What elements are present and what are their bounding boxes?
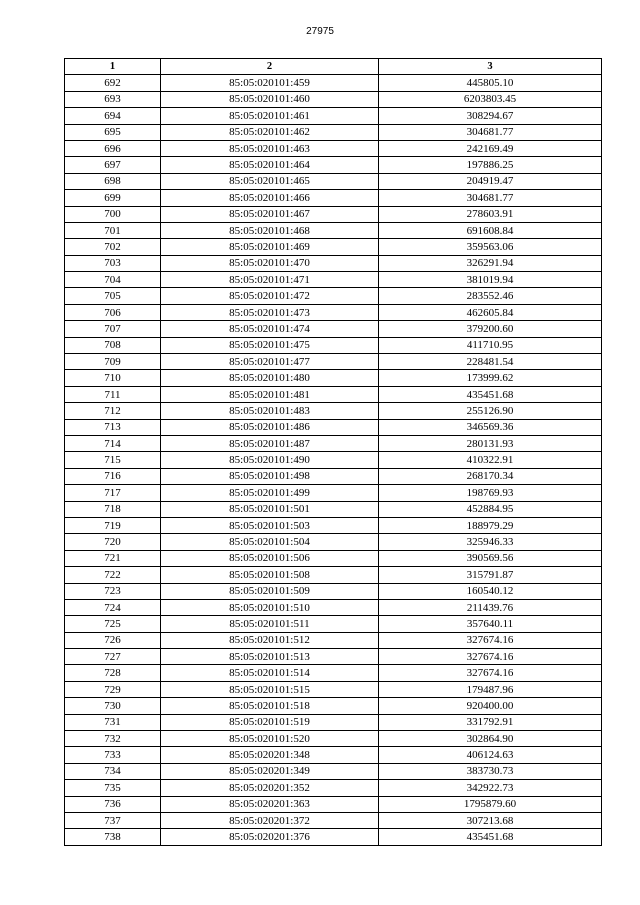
column-header-2: 2 [161, 59, 379, 75]
cadastral-number-cell: 85:05:020101:501 [161, 501, 379, 517]
row-number-cell: 738 [65, 829, 161, 845]
table-row [65, 435, 602, 451]
row-number-cell: 737 [65, 812, 161, 828]
value-cell: 390569.56 [379, 550, 602, 566]
row-number-cell: 697 [65, 157, 161, 173]
cadastral-number-cell: 85:05:020101:520 [161, 731, 379, 747]
column-header-3: 3 [379, 59, 602, 75]
table-row [65, 550, 602, 566]
table-row [65, 649, 602, 665]
cadastral-number-cell: 85:05:020101:464 [161, 157, 379, 173]
row-number-cell: 695 [65, 124, 161, 140]
row-number-cell: 733 [65, 747, 161, 763]
table-row [65, 812, 602, 828]
row-number-cell: 726 [65, 632, 161, 648]
cadastral-number-cell: 85:05:020101:467 [161, 206, 379, 222]
value-cell: 228481.54 [379, 354, 602, 370]
table-row [65, 386, 602, 402]
table-row [65, 632, 602, 648]
table-row [65, 354, 602, 370]
table-row [65, 616, 602, 632]
table-body [65, 75, 602, 845]
value-cell: 326291.94 [379, 255, 602, 271]
column-header-1: 1 [65, 59, 161, 75]
value-cell: 342922.73 [379, 780, 602, 796]
value-cell: 452884.95 [379, 501, 602, 517]
value-cell: 179487.96 [379, 681, 602, 697]
value-cell: 188979.29 [379, 517, 602, 533]
value-cell: 278603.91 [379, 206, 602, 222]
table-row [65, 91, 602, 107]
row-number-cell: 725 [65, 616, 161, 632]
value-cell: 379200.60 [379, 321, 602, 337]
table-row [65, 108, 602, 124]
table-row [65, 698, 602, 714]
table-row [65, 665, 602, 681]
row-number-cell: 723 [65, 583, 161, 599]
row-number-cell: 710 [65, 370, 161, 386]
table-row [65, 157, 602, 173]
cadastral-number-cell: 85:05:020101:510 [161, 599, 379, 615]
value-cell: 359563.06 [379, 239, 602, 255]
cadastral-number-cell: 85:05:020101:506 [161, 550, 379, 566]
value-cell: 160540.12 [379, 583, 602, 599]
cadastral-number-cell: 85:05:020101:459 [161, 75, 379, 91]
row-number-cell: 714 [65, 435, 161, 451]
row-number-cell: 730 [65, 698, 161, 714]
value-cell: 346569.36 [379, 419, 602, 435]
value-cell: 268170.34 [379, 468, 602, 484]
cadastral-number-cell: 85:05:020101:486 [161, 419, 379, 435]
value-cell: 302864.90 [379, 731, 602, 747]
cadastral-number-cell: 85:05:020101:511 [161, 616, 379, 632]
cadastral-number-cell: 85:05:020201:372 [161, 812, 379, 828]
value-cell: 255126.90 [379, 403, 602, 419]
page-number: 27975 [306, 26, 334, 37]
value-cell: 381019.94 [379, 272, 602, 288]
cadastral-number-cell: 85:05:020101:465 [161, 173, 379, 189]
cadastral-number-cell: 85:05:020101:462 [161, 124, 379, 140]
table-row [65, 452, 602, 468]
row-number-cell: 727 [65, 649, 161, 665]
row-number-cell: 699 [65, 190, 161, 206]
cadastral-number-cell: 85:05:020101:483 [161, 403, 379, 419]
cadastral-number-cell: 85:05:020201:349 [161, 763, 379, 779]
value-cell: 198769.93 [379, 485, 602, 501]
row-number-cell: 693 [65, 91, 161, 107]
cadastral-number-cell: 85:05:020101:512 [161, 632, 379, 648]
row-number-cell: 717 [65, 485, 161, 501]
value-cell: 462605.84 [379, 304, 602, 320]
row-number-cell: 698 [65, 173, 161, 189]
cadastral-number-cell: 85:05:020101:498 [161, 468, 379, 484]
value-cell: 327674.16 [379, 632, 602, 648]
value-cell: 204919.47 [379, 173, 602, 189]
row-number-cell: 722 [65, 567, 161, 583]
row-number-cell: 700 [65, 206, 161, 222]
table-row [65, 190, 602, 206]
cadastral-number-cell: 85:05:020101:514 [161, 665, 379, 681]
row-number-cell: 732 [65, 731, 161, 747]
table-row [65, 534, 602, 550]
table-row [65, 583, 602, 599]
row-number-cell: 705 [65, 288, 161, 304]
value-cell: 283552.46 [379, 288, 602, 304]
table-row [65, 714, 602, 730]
cadastral-number-cell: 85:05:020101:490 [161, 452, 379, 468]
row-number-cell: 716 [65, 468, 161, 484]
table-row [65, 321, 602, 337]
table-row [65, 517, 602, 533]
row-number-cell: 701 [65, 222, 161, 238]
row-number-cell: 736 [65, 796, 161, 812]
table-row [65, 206, 602, 222]
table-header-row [65, 59, 602, 75]
row-number-cell: 711 [65, 386, 161, 402]
row-number-cell: 734 [65, 763, 161, 779]
table-row [65, 370, 602, 386]
table-row [65, 222, 602, 238]
cadastral-number-cell: 85:05:020101:487 [161, 435, 379, 451]
row-number-cell: 713 [65, 419, 161, 435]
cadastral-number-cell: 85:05:020101:477 [161, 354, 379, 370]
value-cell: 445805.10 [379, 75, 602, 91]
cadastral-number-cell: 85:05:020101:474 [161, 321, 379, 337]
table-row [65, 485, 602, 501]
value-cell: 280131.93 [379, 435, 602, 451]
row-number-cell: 720 [65, 534, 161, 550]
table-row [65, 140, 602, 156]
row-number-cell: 708 [65, 337, 161, 353]
value-cell: 308294.67 [379, 108, 602, 124]
value-cell: 242169.49 [379, 140, 602, 156]
row-number-cell: 728 [65, 665, 161, 681]
table-row [65, 796, 602, 812]
cadastral-number-cell: 85:05:020201:376 [161, 829, 379, 845]
table-row [65, 681, 602, 697]
value-cell: 6203803.45 [379, 91, 602, 107]
value-cell: 211439.76 [379, 599, 602, 615]
table-row [65, 419, 602, 435]
cadastral-value-table [64, 58, 602, 846]
cadastral-number-cell: 85:05:020201:352 [161, 780, 379, 796]
cadastral-number-cell: 85:05:020101:480 [161, 370, 379, 386]
cadastral-number-cell: 85:05:020101:504 [161, 534, 379, 550]
cadastral-number-cell: 85:05:020101:463 [161, 140, 379, 156]
table-row [65, 731, 602, 747]
value-cell: 315791.87 [379, 567, 602, 583]
table-row [65, 403, 602, 419]
table-row [65, 468, 602, 484]
cadastral-number-cell: 85:05:020101:503 [161, 517, 379, 533]
cadastral-number-cell: 85:05:020101:519 [161, 714, 379, 730]
table-row [65, 75, 602, 91]
row-number-cell: 704 [65, 272, 161, 288]
cadastral-number-cell: 85:05:020101:499 [161, 485, 379, 501]
cadastral-number-cell: 85:05:020101:509 [161, 583, 379, 599]
value-cell: 304681.77 [379, 190, 602, 206]
table-row [65, 337, 602, 353]
table-row [65, 567, 602, 583]
value-cell: 304681.77 [379, 124, 602, 140]
row-number-cell: 719 [65, 517, 161, 533]
row-number-cell: 706 [65, 304, 161, 320]
value-cell: 307213.68 [379, 812, 602, 828]
value-cell: 406124.63 [379, 747, 602, 763]
cadastral-number-cell: 85:05:020101:508 [161, 567, 379, 583]
cadastral-number-cell: 85:05:020101:515 [161, 681, 379, 697]
cadastral-number-cell: 85:05:020101:461 [161, 108, 379, 124]
value-cell: 197886.25 [379, 157, 602, 173]
value-cell: 435451.68 [379, 829, 602, 845]
value-cell: 383730.73 [379, 763, 602, 779]
table-row [65, 763, 602, 779]
row-number-cell: 735 [65, 780, 161, 796]
row-number-cell: 707 [65, 321, 161, 337]
row-number-cell: 702 [65, 239, 161, 255]
row-number-cell: 696 [65, 140, 161, 156]
value-cell: 411710.95 [379, 337, 602, 353]
row-number-cell: 712 [65, 403, 161, 419]
cadastral-number-cell: 85:05:020101:470 [161, 255, 379, 271]
row-number-cell: 715 [65, 452, 161, 468]
cadastral-number-cell: 85:05:020101:513 [161, 649, 379, 665]
value-cell: 331792.91 [379, 714, 602, 730]
cadastral-number-cell: 85:05:020101:472 [161, 288, 379, 304]
table-row [65, 829, 602, 845]
cadastral-number-cell: 85:05:020101:469 [161, 239, 379, 255]
value-cell: 327674.16 [379, 665, 602, 681]
cadastral-number-cell: 85:05:020201:348 [161, 747, 379, 763]
row-number-cell: 709 [65, 354, 161, 370]
row-number-cell: 692 [65, 75, 161, 91]
value-cell: 691608.84 [379, 222, 602, 238]
value-cell: 327674.16 [379, 649, 602, 665]
table-row [65, 173, 602, 189]
value-cell: 173999.62 [379, 370, 602, 386]
row-number-cell: 731 [65, 714, 161, 730]
table-row [65, 501, 602, 517]
table-row [65, 599, 602, 615]
cadastral-number-cell: 85:05:020101:481 [161, 386, 379, 402]
value-cell: 410322.91 [379, 452, 602, 468]
cadastral-number-cell: 85:05:020201:363 [161, 796, 379, 812]
table-row [65, 304, 602, 320]
value-cell: 920400.00 [379, 698, 602, 714]
row-number-cell: 694 [65, 108, 161, 124]
value-cell: 357640.11 [379, 616, 602, 632]
table-row [65, 272, 602, 288]
row-number-cell: 721 [65, 550, 161, 566]
table-row [65, 288, 602, 304]
value-cell: 325946.33 [379, 534, 602, 550]
table-row [65, 239, 602, 255]
table-row [65, 747, 602, 763]
table-row [65, 780, 602, 796]
value-cell: 1795879.60 [379, 796, 602, 812]
cadastral-number-cell: 85:05:020101:468 [161, 222, 379, 238]
value-cell: 435451.68 [379, 386, 602, 402]
cadastral-number-cell: 85:05:020101:473 [161, 304, 379, 320]
row-number-cell: 724 [65, 599, 161, 615]
cadastral-number-cell: 85:05:020101:460 [161, 91, 379, 107]
cadastral-number-cell: 85:05:020101:466 [161, 190, 379, 206]
row-number-cell: 729 [65, 681, 161, 697]
cadastral-number-cell: 85:05:020101:518 [161, 698, 379, 714]
cadastral-number-cell: 85:05:020101:475 [161, 337, 379, 353]
table-row [65, 255, 602, 271]
cadastral-number-cell: 85:05:020101:471 [161, 272, 379, 288]
row-number-cell: 718 [65, 501, 161, 517]
row-number-cell: 703 [65, 255, 161, 271]
table-row [65, 124, 602, 140]
